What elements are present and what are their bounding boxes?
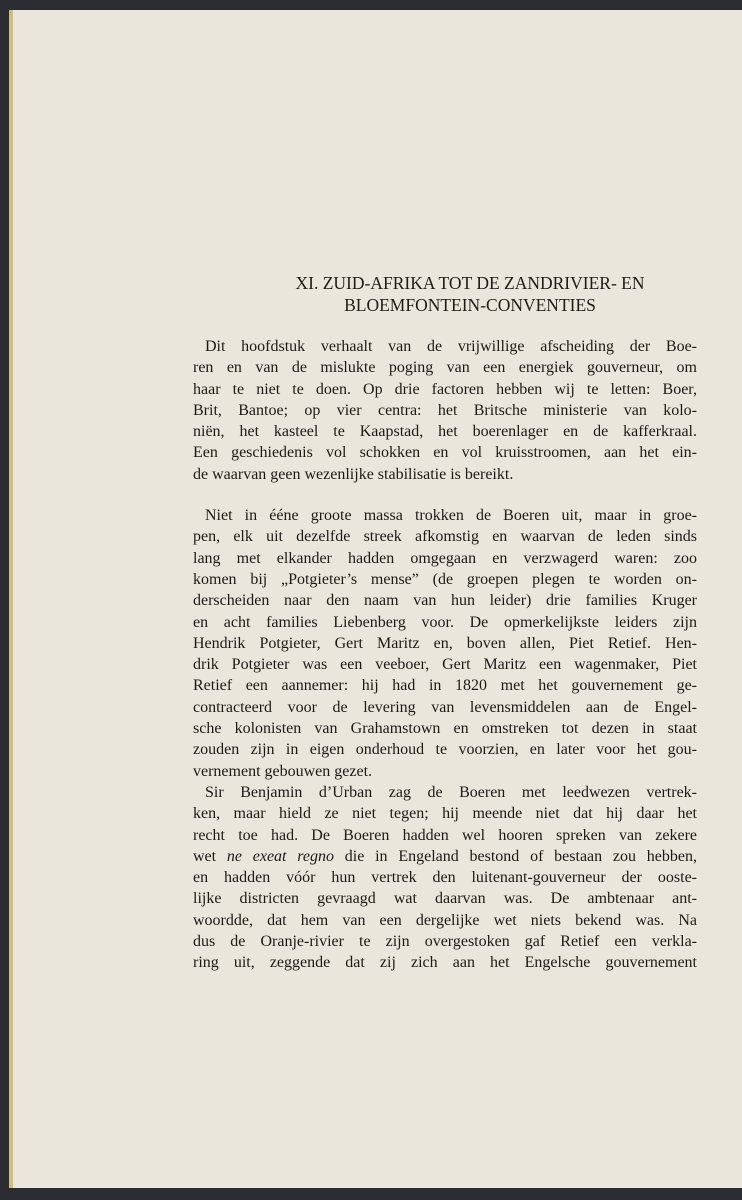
page-edge: [9, 10, 13, 1188]
latin-phrase: ne exeat regno: [226, 847, 335, 865]
text-line: Een geschiedenis vol schokken en vol kruisstroomen, aan het ein-: [193, 444, 697, 462]
text-line: lang met elkander hadden omgegaan en verzwagerd waren: zoo: [193, 549, 697, 567]
text-line: en hadden vóór hun vertrek den luitenant-gouverneur der ooste-: [193, 869, 697, 887]
text-line: dus de Oranje-rivier te zijn overgestoken gaf Retief een verkla-: [193, 933, 697, 951]
text-line: woordde, dat hem van een dergelijke wet niets bekend was. Na: [193, 911, 697, 929]
text-line: sche kolonisten van Grahamstown en omstreken tot dezen in staat: [193, 720, 697, 738]
text-line: niën, het kasteel te Kaapstad, het boerenlager en de kafferkraal.: [193, 423, 697, 441]
text-line: Retief een aannemer: hij had in 1820 met het gouvernement ge-: [193, 677, 697, 695]
text-line: recht toe had. De Boeren hadden wel hooren spreken van zekere: [193, 826, 697, 844]
paragraph-1: [193, 336, 697, 485]
paragraph-3: [193, 782, 697, 974]
text-line: Hendrik Potgieter, Gert Maritz en, boven allen, Piet Retief. Hen-: [193, 634, 697, 652]
chapter-title: [200, 272, 740, 316]
text-line: drik Potgieter was een veeboer, Gert Maritz een wagenmaker, Piet: [193, 656, 697, 674]
chapter-title-line-1: XI. ZUID-AFRIKA TOT DE ZANDRIVIER- EN: [295, 273, 645, 293]
text-line: ren en van de mislukte poging van een energiek gouverneur, om: [193, 359, 697, 377]
text-line: Brit, Bantoe; op vier centra: het Britsche ministerie van kolo-: [193, 401, 697, 419]
text-line: contracteerd voor de levering van levensmiddelen aan de Engel-: [193, 698, 697, 716]
text-line: komen bij „Potgieter’s mense” (de groepen plegen te worden on-: [193, 570, 697, 588]
text-line: pen, elk uit dezelfde streek afkomstig en waarvan de leden sinds: [193, 528, 697, 546]
chapter-body: [193, 336, 697, 974]
paragraph-2: [193, 505, 697, 782]
text-line: Dit hoofdstuk verhaalt van de vrijwillige afscheiding der Boe-: [205, 338, 697, 355]
text-line: zouden zijn in eigen onderhoud te voorzien, en later voor het gou-: [193, 741, 697, 759]
text-line: en acht families Liebenberg voor. De opmerkelijkste leiders zijn: [193, 613, 697, 631]
text-line: derscheiden naar den naam van hun leider) drie families Kruger: [193, 592, 697, 610]
text-line: vernement gebouwen gezet.: [193, 762, 373, 780]
text-line: ken, maar hield ze niet tegen; hij meende niet dat hij daar het: [193, 805, 697, 823]
text-line: haar te niet te doen. Op drie factoren hebben wij te letten: Boer,: [193, 380, 697, 398]
text-line: lijke districten gevraagd wat daarvan was. De ambtenaar ant-: [193, 890, 697, 908]
text-line-latin: wet ne exeat regno die in Engeland bestond of bestaan zou hebben,: [193, 847, 697, 865]
chapter-title-line-2: BLOEMFONTEIN-CONVENTIES: [344, 295, 596, 315]
text-line: de waarvan geen wezenlijke stabilisatie is bereikt.: [193, 465, 514, 483]
text-line: Niet in éénе groote massa trokken de Boeren uit, maar in groe-: [205, 507, 697, 525]
text-line: Sir Benjamin d’Urban zag de Boeren met leedwezen vertrek-: [205, 783, 697, 801]
text-line: ring uit, zeggende dat zij zich aan het Engelsche gouvernement: [193, 954, 697, 972]
